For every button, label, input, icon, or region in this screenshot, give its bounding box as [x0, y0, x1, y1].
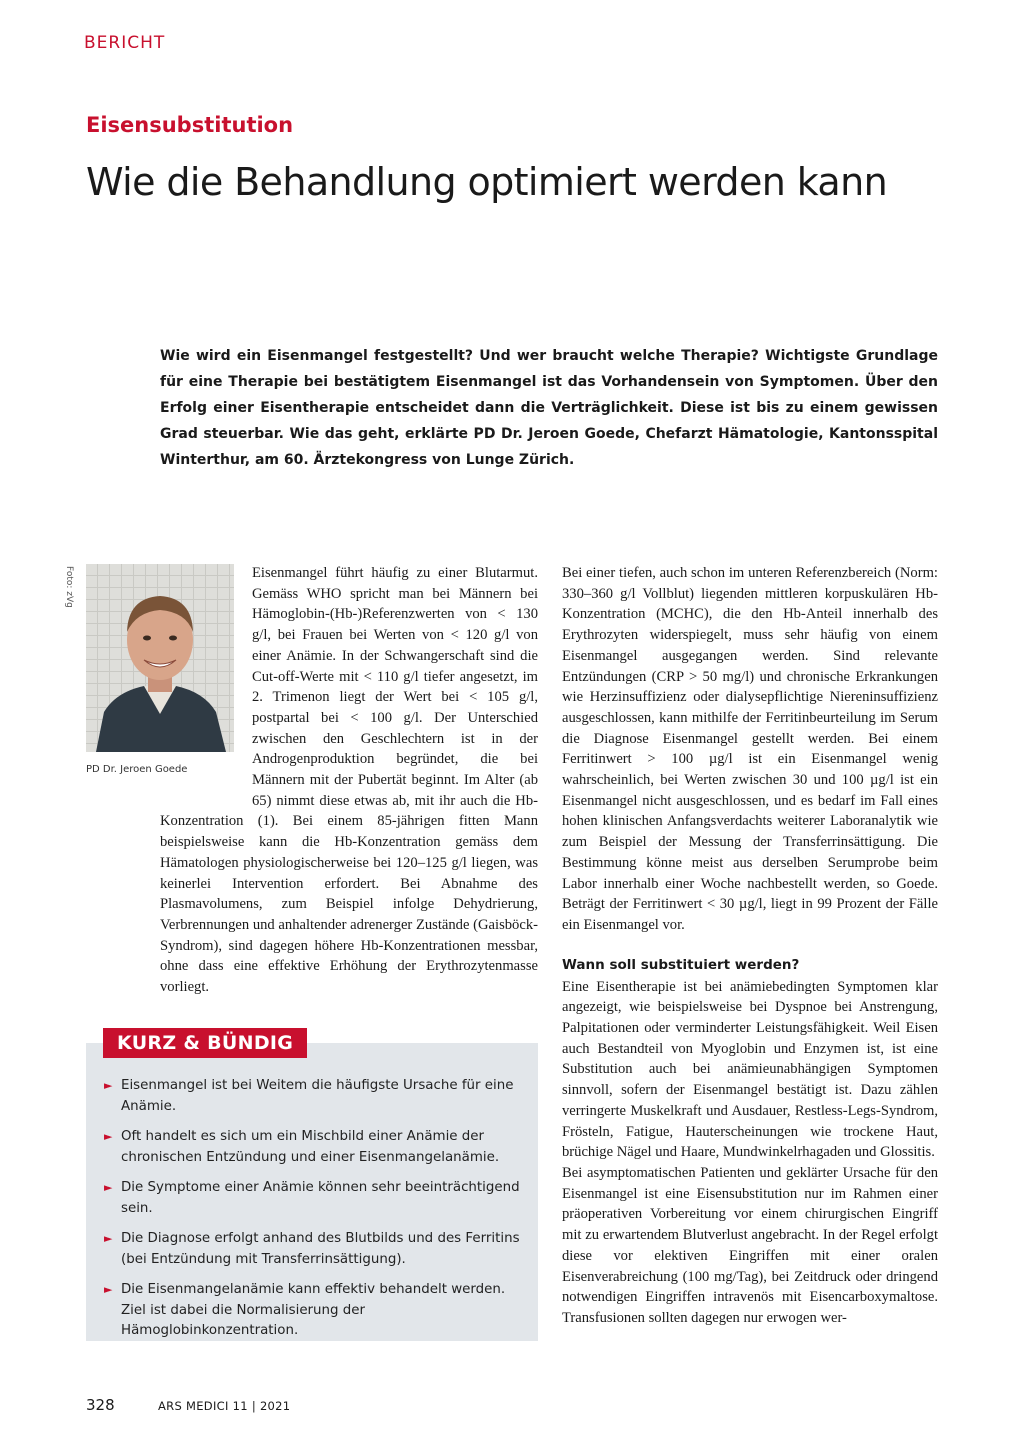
- article-paragraph: Eine Eisentherapie ist bei anämiebedingten Symptomen klar angezeigt, wie beispielsweise bei Dyspnoe bei Anstrengung, Palpitationen oder verminderter Leistungsfähigkeit. Weil Eisen auch Bestandteil von Myoglobin und Enzymen ist, ist eine Substitution auch bei anämieunabhängigen Symptomen sinnvoll, sofern der Eisenmangel bestätigt ist. Dazu zählen verringerte Muskelkraft und Ausdauer, Restless-Legs-Syndrom, Frösteln, Fatigue, Hauterscheinungen wie trockene Haut, brüchige Nägel und Haare, Mundwinkelrhagaden und Glossitis.: [562, 978, 938, 1161]
- article-paragraph: Bei asymptomatischen Patienten und geklärter Ursache für den Eisenmangel ist eine Eisensubstitution nur im Rahmen einer präoperativen Vorbereitung vor einem chirurgischen Eingriff mit zu erwartendem Blutverlust angebracht. In der Regel erfolgt diese vor elektiven Eingriffen mit einer oralen Eisenverabreichung (100 mg/Tag), bei Zeitdruck oder dringend notwendigen Eingriffen intravenös mit Eisencarboxymaltose. Transfusionen sollten dagegen nur erwogen wer-: [562, 1164, 938, 1326]
- summary-item: ► Die Diagnose erfolgt anhand des Blutbilds und des Ferritins (bei Entzündung mit Transferrinsättigung).: [104, 1231, 520, 1267]
- triangle-bullet-icon: ►: [104, 1130, 113, 1143]
- journal-reference: ARS MEDICI 11 | 2021: [158, 1399, 291, 1413]
- photo-credit-text: Foto: zVg: [64, 566, 74, 608]
- triangle-bullet-icon: ►: [104, 1232, 113, 1245]
- article-paragraph: Bei einer tiefen, auch schon im unteren Referenzbereich (Norm: 330–360 g/l Vollblut) liegenden mittleren korpuskulären Hb-Konzentration (MCHC), die den Hb-Anteil innerhalb des Erythrozyten widerspiegelt, muss sehr häufig von einem Eisenmangel ausgegangen werden. Sind relevante Entzündungen (CRP > 50 mg/l) und chronische Erkrankungen wie Herzinsuffizienz oder dialysepflichtige Niereninsuffizienz ausgeschlossen, kann mithilfe der Ferritinbeurteilung im Serum die Diagnose Eisenmangel gestellt werden. Bei einem Ferritinwert > 100 µg/l ist ein Eisenmangel wenig wahrscheinlich, bei Werten zwischen 30 und 100 µg/l ist ein Eisenmangel nicht ausgeschlossen, und es bedarf im Fall eines hohen klinischen Anfangsverdachts weiterer Laboranalytik wie zum Beispiel der Messung der Transferrinsättigung. Die Bestimmung könne meist aus derselben Serumprobe beim Labor innerhalb einer Woche nachbestellt werden, so Goede. Beträgt der Ferritinwert < 30 µg/l, liegt in 99 Prozent der Fälle ein Eisenmangel vor.: [562, 565, 938, 933]
- summary-title: KURZ & BÜNDIG: [103, 1028, 307, 1058]
- article-column-2: [562, 563, 938, 1329]
- article-lead: Wie wird ein Eisenmangel festgestellt? Und wer braucht welche Therapie? Wichtigste Grundlage für eine Therapie bei bestätigtem Eisenmangel ist das Vorhandensein von Symptomen. Über den Erfolg einer Eisentherapie entscheidet dann die Verträglichkeit. Diese ist bis zu einem gewissen Grad steuerbar. Wie das geht, erklärte PD Dr. Jeroen Goede, Chefarzt Hämatologie, Kantonsspital Winterthur, am 60. Ärztekongress von Lunge Zürich.: [160, 348, 938, 468]
- summary-item: ► Oft handelt es sich um ein Mischbild einer Anämie der chronischen Entzündung und einer Eisenmangelanämie.: [104, 1129, 500, 1165]
- triangle-bullet-icon: ►: [104, 1181, 113, 1194]
- photo-credit: [62, 566, 76, 626]
- article-headline: Wie die Behandlung optimiert werden kann: [86, 160, 888, 204]
- portrait-caption: PD Dr. Jeroen Goede: [86, 764, 188, 775]
- summary-box: [86, 1032, 538, 1341]
- section-subheading: Wann soll substituiert werden?: [562, 956, 800, 973]
- summary-list: [104, 1076, 522, 1352]
- summary-item: ► Eisenmangel ist bei Weitem die häufigste Ursache für eine Anämie.: [104, 1078, 514, 1114]
- article-kicker: Eisensubstitution: [86, 113, 294, 137]
- triangle-bullet-icon: ►: [104, 1283, 113, 1296]
- article-column-1: [160, 563, 538, 998]
- triangle-bullet-icon: ►: [104, 1079, 113, 1092]
- article-paragraph: Eisenmangel führt häufig zu einer Blutarmut. Gemäss WHO spricht man bei Männern bei Hämoglobin-(Hb-)Referenzwerten von < 130 g/l, bei Frauen bei Werten von < 120 g/l von einer Anämie. In der Schwangerschaft sind die Cut-off-Werte mit < 110 g/l tiefer angesetzt, im 2. Trimenon liegt der Wert bei < 105 g/l, postpartal bei < 100 g/l. Der Unterschied zwischen den Geschlechtern ist in der Androgenproduktion begründet, die bei Männern mit der Pubertät beginnt. Im Alter (ab 65) nimmt diese etwas ab, mit ihr auch die Hb-Konzentration (1). Bei einem 85-jährigen fitten Mann beispielsweise kann die Hb-Konzentration gemäss dem Hämatologen physiologischerweise bei 120–125 g/l liegen, was keinerlei Intervention erfordert. Bei Abnahme des Plasmavolumens, zum Beispiel infolge Dehydrierung, Verbrennungen und anhaltender adrenerger Zustände (Gaisböck-Syndrom), sind dagegen höhere Hb-Konzentrationen messbar, ohne dass eine effektive Erhöhung der Erythrozytenmasse vorliegt.: [160, 565, 538, 996]
- summary-item: ► Die Symptome einer Anämie können sehr beeinträchtigend sein.: [104, 1180, 520, 1216]
- summary-item: ► Die Eisenmangelanämie kann effektiv behandelt werden. Ziel ist dabei die Normalisierung der Hämoglobinkonzentration.: [104, 1282, 506, 1338]
- page-number: 328: [86, 1396, 115, 1414]
- section-label: BERICHT: [84, 33, 166, 53]
